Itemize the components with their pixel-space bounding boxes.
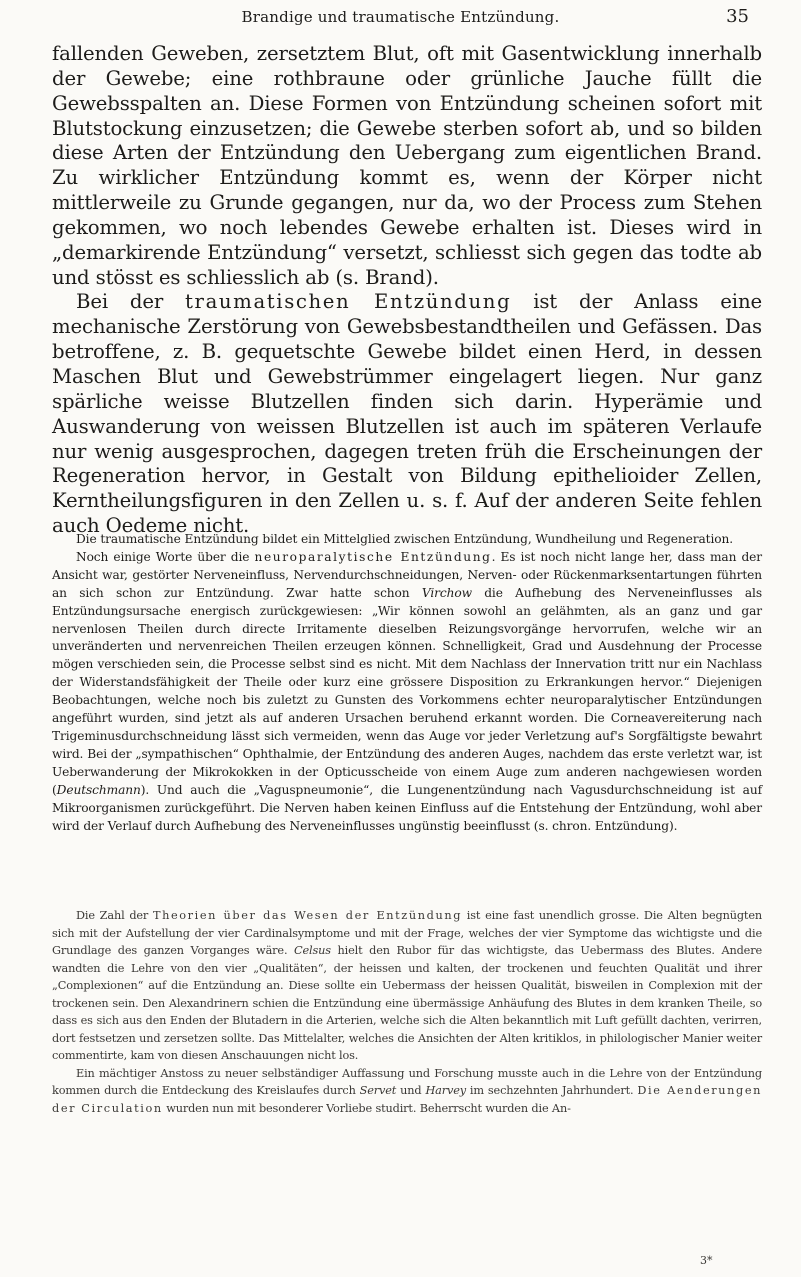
author-celsus: Celsus — [294, 944, 331, 957]
small-paragraph-2-part-c: ). Und auch die „Vaguspneumonie“, die Lungenentzündung nach Vagusdurchschneidung ist auf Mikroorganismen zurückgeführt. Die Nerven haben keinen Einfluss auf die Entstehung der Entzündung, wohl aber wird der Verlauf durch Aufhebung des Nerveneinflusses ungünstig beeinflusst (s. chron. Entzündung). — [52, 782, 762, 833]
history-paragraph-2-part-c: wurden nun mit besonderer Vorliebe studirt. Beherrscht wurden die An- — [162, 1101, 571, 1115]
main-paragraph-2 — [52, 290, 762, 538]
term-neuroparalytische-entzuendung: neuroparalytische Entzündung — [254, 549, 492, 564]
author-servet: Servet — [359, 1084, 397, 1097]
small-paragraph-2 — [52, 549, 762, 836]
running-head: Brandige und traumatische Entzündung. — [241, 8, 560, 26]
page-number: 35 — [726, 6, 749, 27]
term-circulation: Die Aenderungen der Circulation — [52, 1084, 762, 1115]
small-print-block — [52, 531, 762, 835]
main-paragraph-2-rest: ist der Anlass eine mechanische Zerstörung von Gewebsbestandtheilen und Gefässen. Das betroffene, z. B. gequetschte Gewebe bildet einen Herd, in dessen Maschen Blut und Gewebstrümmer eingelagert liegen. Nur ganz spärliche weisse Blutzellen finden sich darin. Hyperämie und Auswanderung von weissen Blutzellen ist auch im späteren Verlaufe nur wenig ausgesprochen, dagegen treten früh die Erscheinungen der Regeneration hervor, in Gestalt von Bildung epithelioider Zellen, Kerntheilungsfiguren in den Zellen u. s. f. Auf der anderen Seite fehlen auch Oedeme nicht. — [52, 290, 762, 538]
term-traumatische-entzuendung: traumatischen Entzündung — [185, 290, 512, 314]
small-paragraph-1: Die traumatische Entzündung bildet ein Mittelglied zwischen Entzündung, Wundheilung und Regeneration. — [76, 532, 734, 546]
author-virchow: Virchow — [421, 585, 472, 600]
history-paragraph-1-part-b: hielt den Rubor für das wichtigste, das Uebermass des Blutes. Andere wandten die Lehre von den vier „Qualitäten“, der heissen und kalten, der trockenen und feuchten Qualität und ihrer „Complexionen“ auf die Entzündung an. Diese sollte ein Uebermass der heissen Qualität, bisweilen in Complexion mit der trockenen sein. Den Alexandrinern schien die Entzündung eine übermässige Anhäufung des Blutes in dem kranken Theile, so dass es sich aus den Enden der Blutadern in die Arterien, welche sich die Alten bekanntlich mit Luft gefüllt dachten, verirren, dort festsetzen und zersetzen sollte. Das Mittelalter, welches die Ansichten der Alten kritiklos, in philologischer Manier weiter commentirte, kam von diesen Anschauungen nicht los. — [52, 944, 762, 1062]
small-paragraph-2-part-b: die Aufhebung des Nerveneinflusses als Entzündungsursache energisch zurückgewiesen: „Wir können sowohl an gelähmten, als an ganz und gar nervenlosen Theilen durch directe Irritamente dieselben Reizungsvorgänge hervorrufen, welche wir an unveränderten und nervenreichen Theilen erzeugen können. Schnelligkeit, Grad und Ausdehnung der Processe mögen verschieden sein, die Processe selbst sind es nicht. Mit dem Nachlass der Innervation tritt nur ein Nachlass der Widerstandsfähigkeit der Theile oder kurz eine grössere Disposition zu Erkrankungen hervor.“ Diejenigen Beobachtungen, welche noch bis zuletzt zu Gunsten des Vorkommens echter neuroparalytischer Entzündungen angeführt wurden, sind jetzt als auf anderen Ursachen beruhend erkannt worden. Die Corneavereiterung nach Trigeminusdurchschneidung lässt sich vermeiden, wenn das Auge vor jeder Verletzung auf's Sorgfältigste bewahrt wird. Bei der „sympathischen“ Ophthalmie, der Entzündung des anderen Auges, nachdem das erste verletzt war, ist Ueberwanderung der Mikrokokken in der Opticusscheide von einem Auge zum anderen nachgewiesen worden ( — [52, 585, 762, 797]
history-block — [52, 907, 762, 1117]
history-paragraph-2-part-b: im sechzehnten Jahrhundert. — [465, 1084, 638, 1097]
history-paragraph-1-intro: Die Zahl der — [76, 909, 153, 922]
history-paragraph-2 — [52, 1065, 762, 1118]
page-header — [0, 2, 801, 32]
main-paragraph-2-intro: Bei der — [76, 290, 186, 314]
main-paragraph-1: fallenden Geweben, zersetztem Blut, oft mit Gasentwicklung innerhalb der Gewebe; eine rothbraune oder grünliche Jauche füllt die Gewebsspalten an. Diese Formen von Entzündung scheinen sofort mit Blutstockung einzusetzen; die Gewebe sterben sofort ab, und so bilden diese Arten der Entzündung den Uebergang zum eigentlichen Brand. Zu wirklicher Entzündung kommt es, wenn der Körper nicht mittlerweile zu Grunde gegangen, nur da, wo der Process zum Stehen gekommen, wo noch lebendes Gewebe erhalten ist. Dieses wird in „demarkirende Entzündung“ versetzt, schliesst sich gegen das todte ab und stösst es schliesslich ab (s. Brand). — [52, 42, 762, 289]
history-paragraph-1-part-a: ist eine fast unendlich grosse. Die Alten begnügten sich mit der Aufstellung der vier Cardinalsymptome und mit der Frage, welches der vier Symptome das wichtigste und die Grundlage des ganzen Vorganges wäre. — [52, 909, 762, 957]
term-theorien: Theorien über das Wesen der Entzündung — [152, 909, 463, 922]
history-paragraph-2-and: und — [396, 1084, 426, 1097]
history-paragraph-1 — [52, 907, 762, 1065]
small-paragraph-2-intro: Noch einige Worte über die — [76, 549, 255, 564]
small-paragraph-2-part-a: . Es ist noch nicht lange her, dass man der Ansicht war, gestörter Nerveneinfluss, Nervendurchschneidungen, Nerven- oder Rückenmarksentartungen führten an sich schon zur Entzündung. Zwar hatte schon — [52, 549, 762, 600]
author-harvey: Harvey — [425, 1084, 466, 1097]
history-paragraph-2-part-a: Ein mächtiger Anstoss zu neuer selbständiger Auffassung und Forschung musste auch in die Lehre von der Entzündung kommen durch die Entdeckung des Kreislaufes durch — [52, 1066, 762, 1097]
author-deutschmann: Deutschmann — [56, 782, 141, 797]
signature-mark: 3* — [700, 1254, 713, 1267]
main-text-block — [52, 42, 762, 539]
